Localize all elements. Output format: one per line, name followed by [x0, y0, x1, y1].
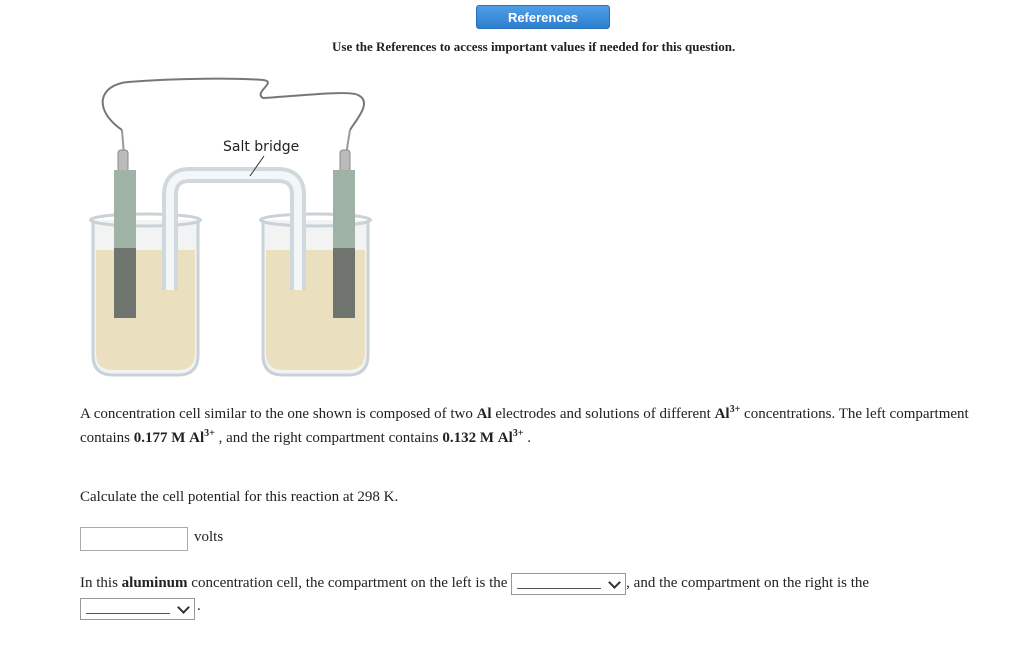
right-electrode: [333, 170, 355, 248]
references-note: Use the References to access important values if needed for this question.: [332, 39, 736, 54]
right-clip: [340, 150, 350, 172]
chevron-down-icon: [608, 576, 621, 589]
right-compartment-select[interactable]: [80, 598, 195, 620]
question-intro: A concentration cell similar to the one shown is composed of two Al electrodes and solutions of different $Al^{3+}$ concentrations. The left compartment contains 0.177 M $Al^{3+}$ , and the right compartment contains 0.132 M $Al^{3+}$ .: [80, 404, 969, 446]
wire: [103, 79, 364, 130]
concentration-cell-figure: [88, 70, 388, 390]
compartment-question: In this aluminum concentration cell, the compartment on the left is the , and the compartment on the right is the: [80, 571, 1010, 595]
left-compartment-select[interactable]: [511, 573, 626, 595]
left-clip: [118, 150, 128, 172]
cell-potential-input[interactable]: [80, 527, 188, 551]
references-button[interactable]: References: [476, 5, 610, 29]
salt-bridge-label: Salt bridge: [223, 139, 300, 155]
sentence-period: .: [197, 598, 201, 614]
volts-label: volts: [194, 529, 224, 545]
chevron-down-icon: [177, 601, 190, 614]
question-prompt: Calculate the cell potential for this reaction at 298 K.: [80, 489, 399, 505]
left-electrode: [114, 170, 136, 248]
